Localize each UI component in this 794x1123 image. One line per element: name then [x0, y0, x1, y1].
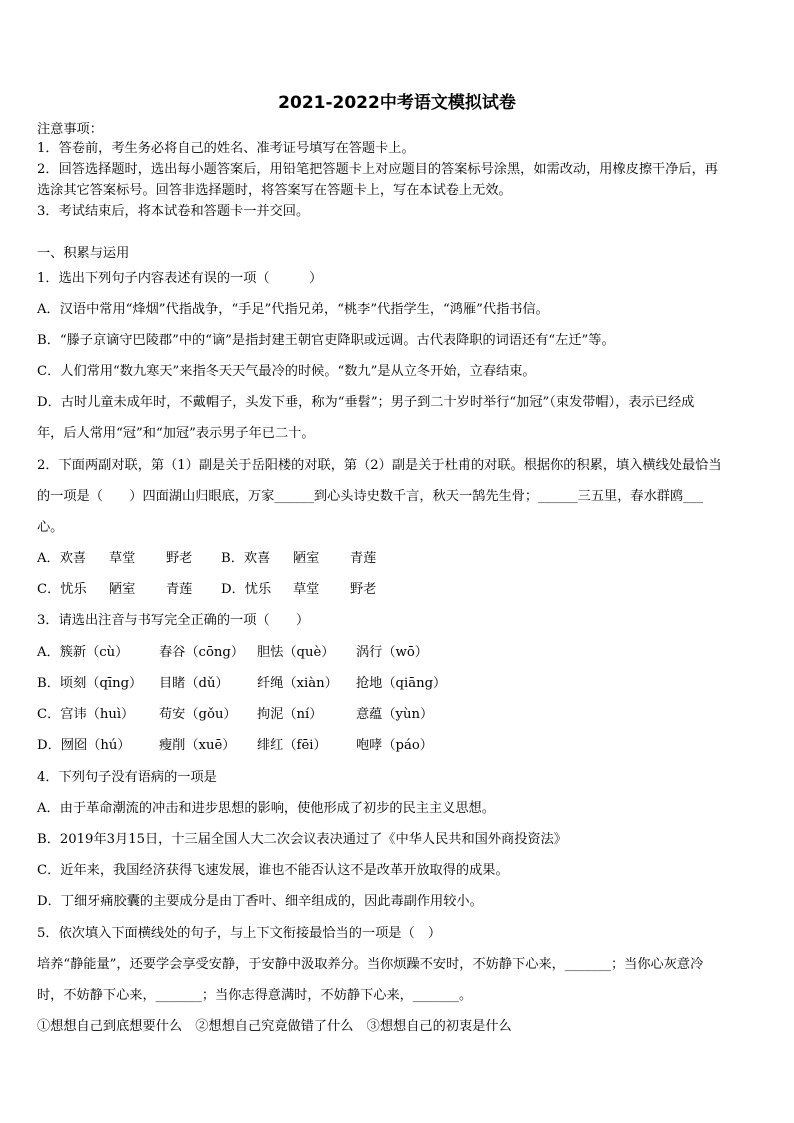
q1-option-c: C．人们常用“数九寒天”来指冬天天气最冷的时候。“数九”是从立冬开始，立春结束。: [37, 364, 536, 379]
q3-option-b: [37, 676, 759, 692]
q2-opt-a-3: 野老: [166, 551, 193, 566]
q2-options-row2: [37, 582, 759, 598]
q3-d-2: 瘦削（xuē）: [159, 738, 236, 753]
q3-b-4: 抢地（qiāng）: [356, 676, 447, 691]
q3-b-2: 目睹（dǔ）: [159, 676, 229, 691]
q3-c-1: C．宫讳（huì）: [37, 707, 135, 722]
q3-stem: 3．请选出注音与书写完全正确的一项（ ）: [37, 613, 310, 628]
notice-heading: 注意事项：: [37, 122, 103, 137]
q2-opt-b-2: 陋室: [293, 551, 320, 566]
q1-option-b: B．“滕子京谪守巴陵郡”中的“谪”是指封建王朝官吏降职或远调。古代表降职的词语还有“左迁”等。: [37, 333, 615, 348]
q5-passage-cont: 时，不妨静下心来，_______；当你志得意满时，不妨静下心来，_______。: [37, 988, 473, 1003]
q5-passage: 培养“静能量”，还要学会享受安静，于安静中汲取养分。当你烦躁不安时，不妨静下心来，_______；当你心灰意冷: [37, 957, 704, 972]
q2-opt-d-2: 草堂: [293, 582, 320, 597]
notice-item-3: 3．考试结束后，将本试卷和答题卡一并交回。: [37, 204, 310, 219]
notice-item-2: 2．回答选择题时，选出每小题答案后，用铅笔把答题卡上对应题目的答案标号涂黑，如需改动，用橡皮擦干净后，再: [37, 162, 718, 177]
q1-option-d: D．古时儿童未成年时，不戴帽子，头发下垂，称为“垂髫”；男子到二十岁时举行“加冠”（束发带帽），表示已经成: [37, 395, 695, 410]
q4-option-c: C．近年来，我国经济获得飞速发展，谁也不能否认这不是改革开放取得的成果。: [37, 863, 509, 878]
section-heading: 一、积累与运用: [37, 246, 130, 261]
q3-b-3: 纤绳（xiàn）: [257, 676, 338, 691]
q3-a-3: 胆怯（què）: [257, 645, 335, 660]
q2-opt-a-2: 草堂: [109, 551, 136, 566]
q3-a-4: 涡行（wō）: [356, 645, 428, 660]
q5-stem: 5．依次填入下面横线处的句子，与上下文衔接最恰当的一项是（ ）: [37, 926, 442, 941]
q2-opt-a: A．欢喜: [37, 551, 87, 566]
q3-option-d: [37, 738, 759, 754]
q3-c-2: 苟安（gǒu）: [159, 707, 237, 722]
q2-stem-line2: 的一项是（ ）四面湖山归眼底，万家______到心头诗史数千言，秋天一鹄先生骨；______三五里，春水群鸥___: [37, 489, 703, 504]
q2-opt-c-3: 青莲: [166, 582, 193, 597]
q2-opt-d: D．忧乐: [221, 582, 272, 597]
q2-opt-c: C．忧乐: [37, 582, 87, 597]
q3-option-c: [37, 707, 759, 723]
q4-option-b: B．2019年3月15日，十三届全国人大二次会议表决通过了《中华人民共和国外商投资法》: [37, 832, 567, 847]
q2-opt-c-2: 陋室: [109, 582, 136, 597]
q3-d-4: 咆哮（páo）: [356, 738, 433, 753]
q2-stem-line3: 心。: [37, 520, 64, 535]
q2-opt-b-3: 青莲: [350, 551, 377, 566]
q3-d-3: 绯红（fēi）: [257, 738, 327, 753]
page-title: 2021-2022中考语文模拟试卷: [278, 93, 516, 113]
q2-opt-d-3: 野老: [350, 582, 377, 597]
q3-option-a: [37, 645, 759, 661]
q1-option-d-cont: 年，后人常用“冠”和“加冠”表示男子年已二十。: [37, 426, 315, 441]
notice-item-2-cont: 选涂其它答案标号。回答非选择题时，将答案写在答题卡上，写在本试卷上无效。: [37, 183, 512, 198]
q3-b-1: B．顷刻（qīng）: [37, 676, 143, 691]
q4-option-d: D．丁细牙痛胶囊的主要成分是由丁香叶、细辛组成的，因此毒副作用较小。: [37, 894, 483, 909]
q5-choices: ①想想自己到底想要什么 ②想想自己究竟做错了什么 ③想想自己的初衷是什么: [37, 1019, 512, 1034]
notice-item-1: 1．答卷前，考生务必将自己的姓名、准考证号填写在答题卡上。: [37, 141, 415, 156]
q2-stem: 2．下面两副对联，第（1）副是关于岳阳楼的对联，第（2）副是关于杜甫的对联。根据你的积累，填入横线处最恰当: [37, 458, 722, 473]
q3-a-2: 春谷（cōng）: [159, 645, 245, 660]
q1-option-a: A．汉语中常用“烽烟”代指战争，“手足”代指兄弟，“桃李”代指学生，“鸿雁”代指书信。: [37, 302, 549, 317]
q3-c-4: 意蕴（yùn）: [356, 707, 434, 722]
q3-d-1: D．囫囵（hú）: [37, 738, 131, 753]
q2-opt-b: B．欢喜: [221, 551, 271, 566]
q3-c-3: 拘泥（ní）: [257, 707, 323, 722]
q4-option-a: A．由于革命潮流的冲击和进步思想的影响，使他形成了初步的民主主义思想。: [37, 801, 495, 816]
q4-stem: 4．下列句子没有语病的一项是: [37, 770, 217, 785]
q2-options-row1: [37, 551, 759, 567]
q3-a-1: A．簇新（cù）: [37, 645, 129, 660]
q1-stem: 1．选出下列句子内容表述有误的一项（ ）: [37, 271, 323, 286]
